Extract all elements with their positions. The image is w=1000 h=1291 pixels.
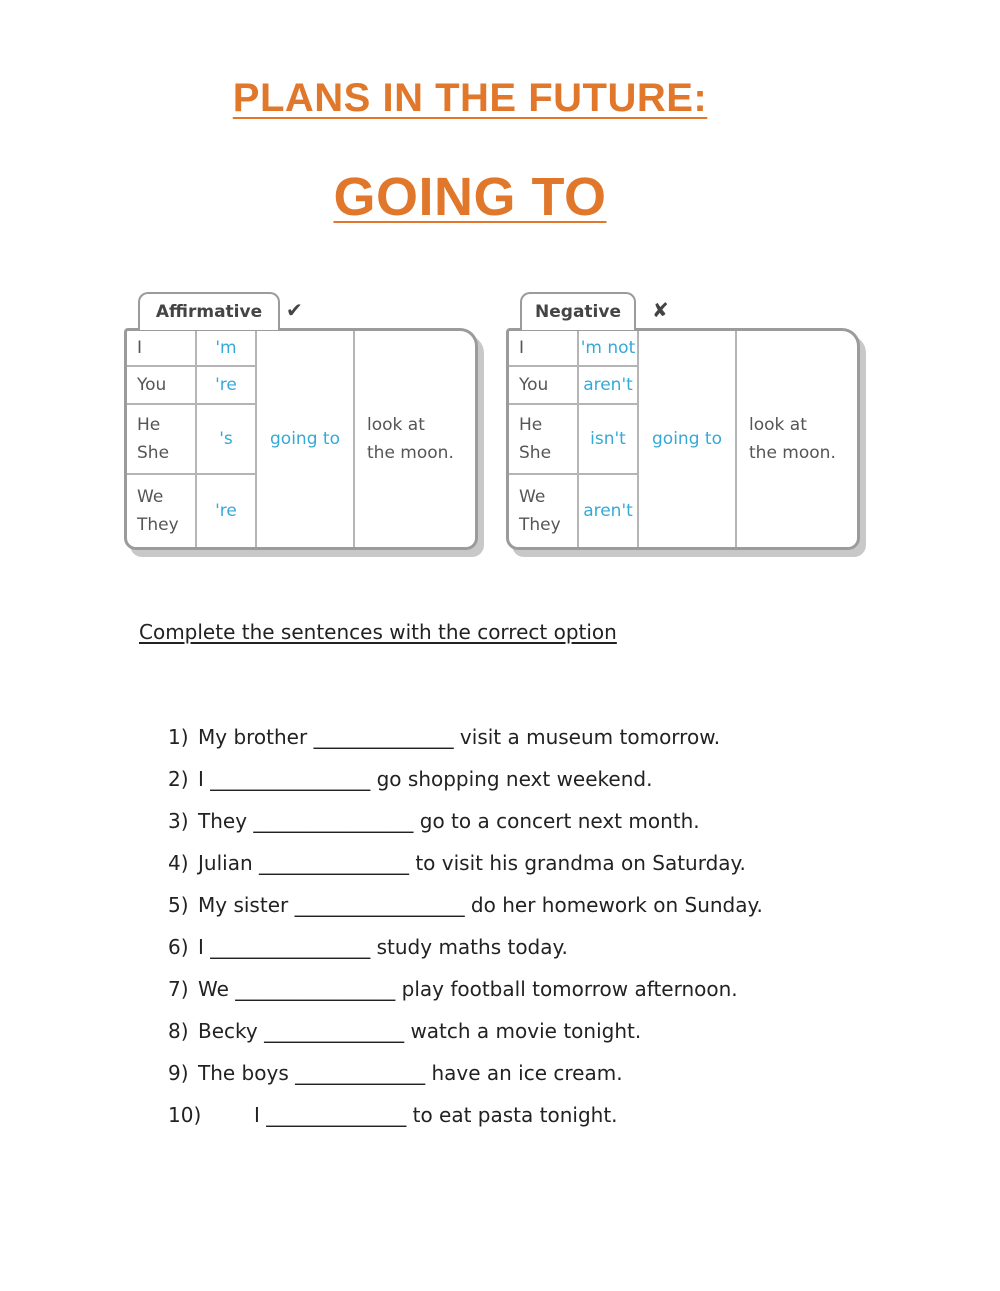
exercise-number: 6) <box>168 935 189 959</box>
subject-cell: We They <box>509 475 579 547</box>
exercise-number: 9) <box>168 1061 189 1085</box>
instruction-text: Complete the sentences with the correct option <box>139 620 617 644</box>
affirmative-table <box>124 292 484 562</box>
verb-cell: 're <box>197 475 257 547</box>
exercise-sentence: My sister _________________ do her homework on Sunday. <box>198 893 763 917</box>
exercise-item <box>168 1052 763 1094</box>
verb-cell: 's <box>197 405 257 475</box>
exercise-item <box>168 968 763 1010</box>
verb-cell: 're <box>197 367 257 405</box>
exercise-number: 5) <box>168 893 189 917</box>
page-subtitle: GOING TO <box>333 167 607 227</box>
check-icon: ✔ <box>286 298 303 322</box>
subject-cell: You <box>509 367 579 405</box>
going-to-cell: going to <box>257 331 355 547</box>
negative-tab: Negative <box>520 292 636 330</box>
exercise-item <box>168 884 763 926</box>
exercise-number: 8) <box>168 1019 189 1043</box>
complement-cell: look at the moon. <box>749 415 836 463</box>
exercise-number: 10) <box>168 1103 202 1127</box>
exercise-sentence: My brother ______________ visit a museum tomorrow. <box>198 725 721 749</box>
exercise-sentence: I ________________ go shopping next weekend. <box>198 767 653 791</box>
exercise-number: 1) <box>168 725 189 749</box>
exercise-sentence: Becky ______________ watch a movie tonight. <box>198 1019 642 1043</box>
affirmative-tab: Affirmative <box>138 292 280 330</box>
verb-cell: isn't <box>579 405 639 475</box>
exercise-item <box>168 842 763 884</box>
exercise-number: 7) <box>168 977 189 1001</box>
exercise-sentence: We ________________ play football tomorrow afternoon. <box>198 977 738 1001</box>
exercise-number: 3) <box>168 809 189 833</box>
exercise-sentence: They ________________ go to a concert next month. <box>198 809 700 833</box>
subject-cell: I <box>509 331 579 367</box>
exercise-sentence: Julian _______________ to visit his grandma on Saturday. <box>198 851 746 875</box>
subject-cell: You <box>127 367 197 405</box>
cross-icon: ✘ <box>652 298 669 322</box>
page-title: PLANS IN THE FUTURE: <box>232 76 708 120</box>
complement-cell: look at the moon. <box>367 415 454 463</box>
exercise-sentence: I ________________ study maths today. <box>198 935 568 959</box>
subject-cell: He She <box>509 405 579 475</box>
exercise-item <box>168 1010 763 1052</box>
subject-cell: I <box>127 331 197 367</box>
subject-cell: We They <box>127 475 197 547</box>
exercise-item <box>168 926 763 968</box>
exercise-list <box>168 716 763 1136</box>
verb-cell: aren't <box>579 475 639 547</box>
exercise-number: 2) <box>168 767 189 791</box>
exercise-number: 4) <box>168 851 189 875</box>
negative-table <box>506 292 866 562</box>
subject-cell: He She <box>127 405 197 475</box>
verb-cell: aren't <box>579 367 639 405</box>
exercise-item <box>168 716 763 758</box>
exercise-item <box>168 800 763 842</box>
exercise-sentence: The boys _____________ have an ice cream. <box>198 1061 623 1085</box>
verb-cell: 'm <box>197 331 257 367</box>
exercise-item <box>168 1094 763 1136</box>
verb-cell: 'm not <box>579 331 639 367</box>
exercise-item <box>168 758 763 800</box>
going-to-cell: going to <box>639 331 737 547</box>
exercise-sentence: I ______________ to eat pasta tonight. <box>254 1103 618 1127</box>
